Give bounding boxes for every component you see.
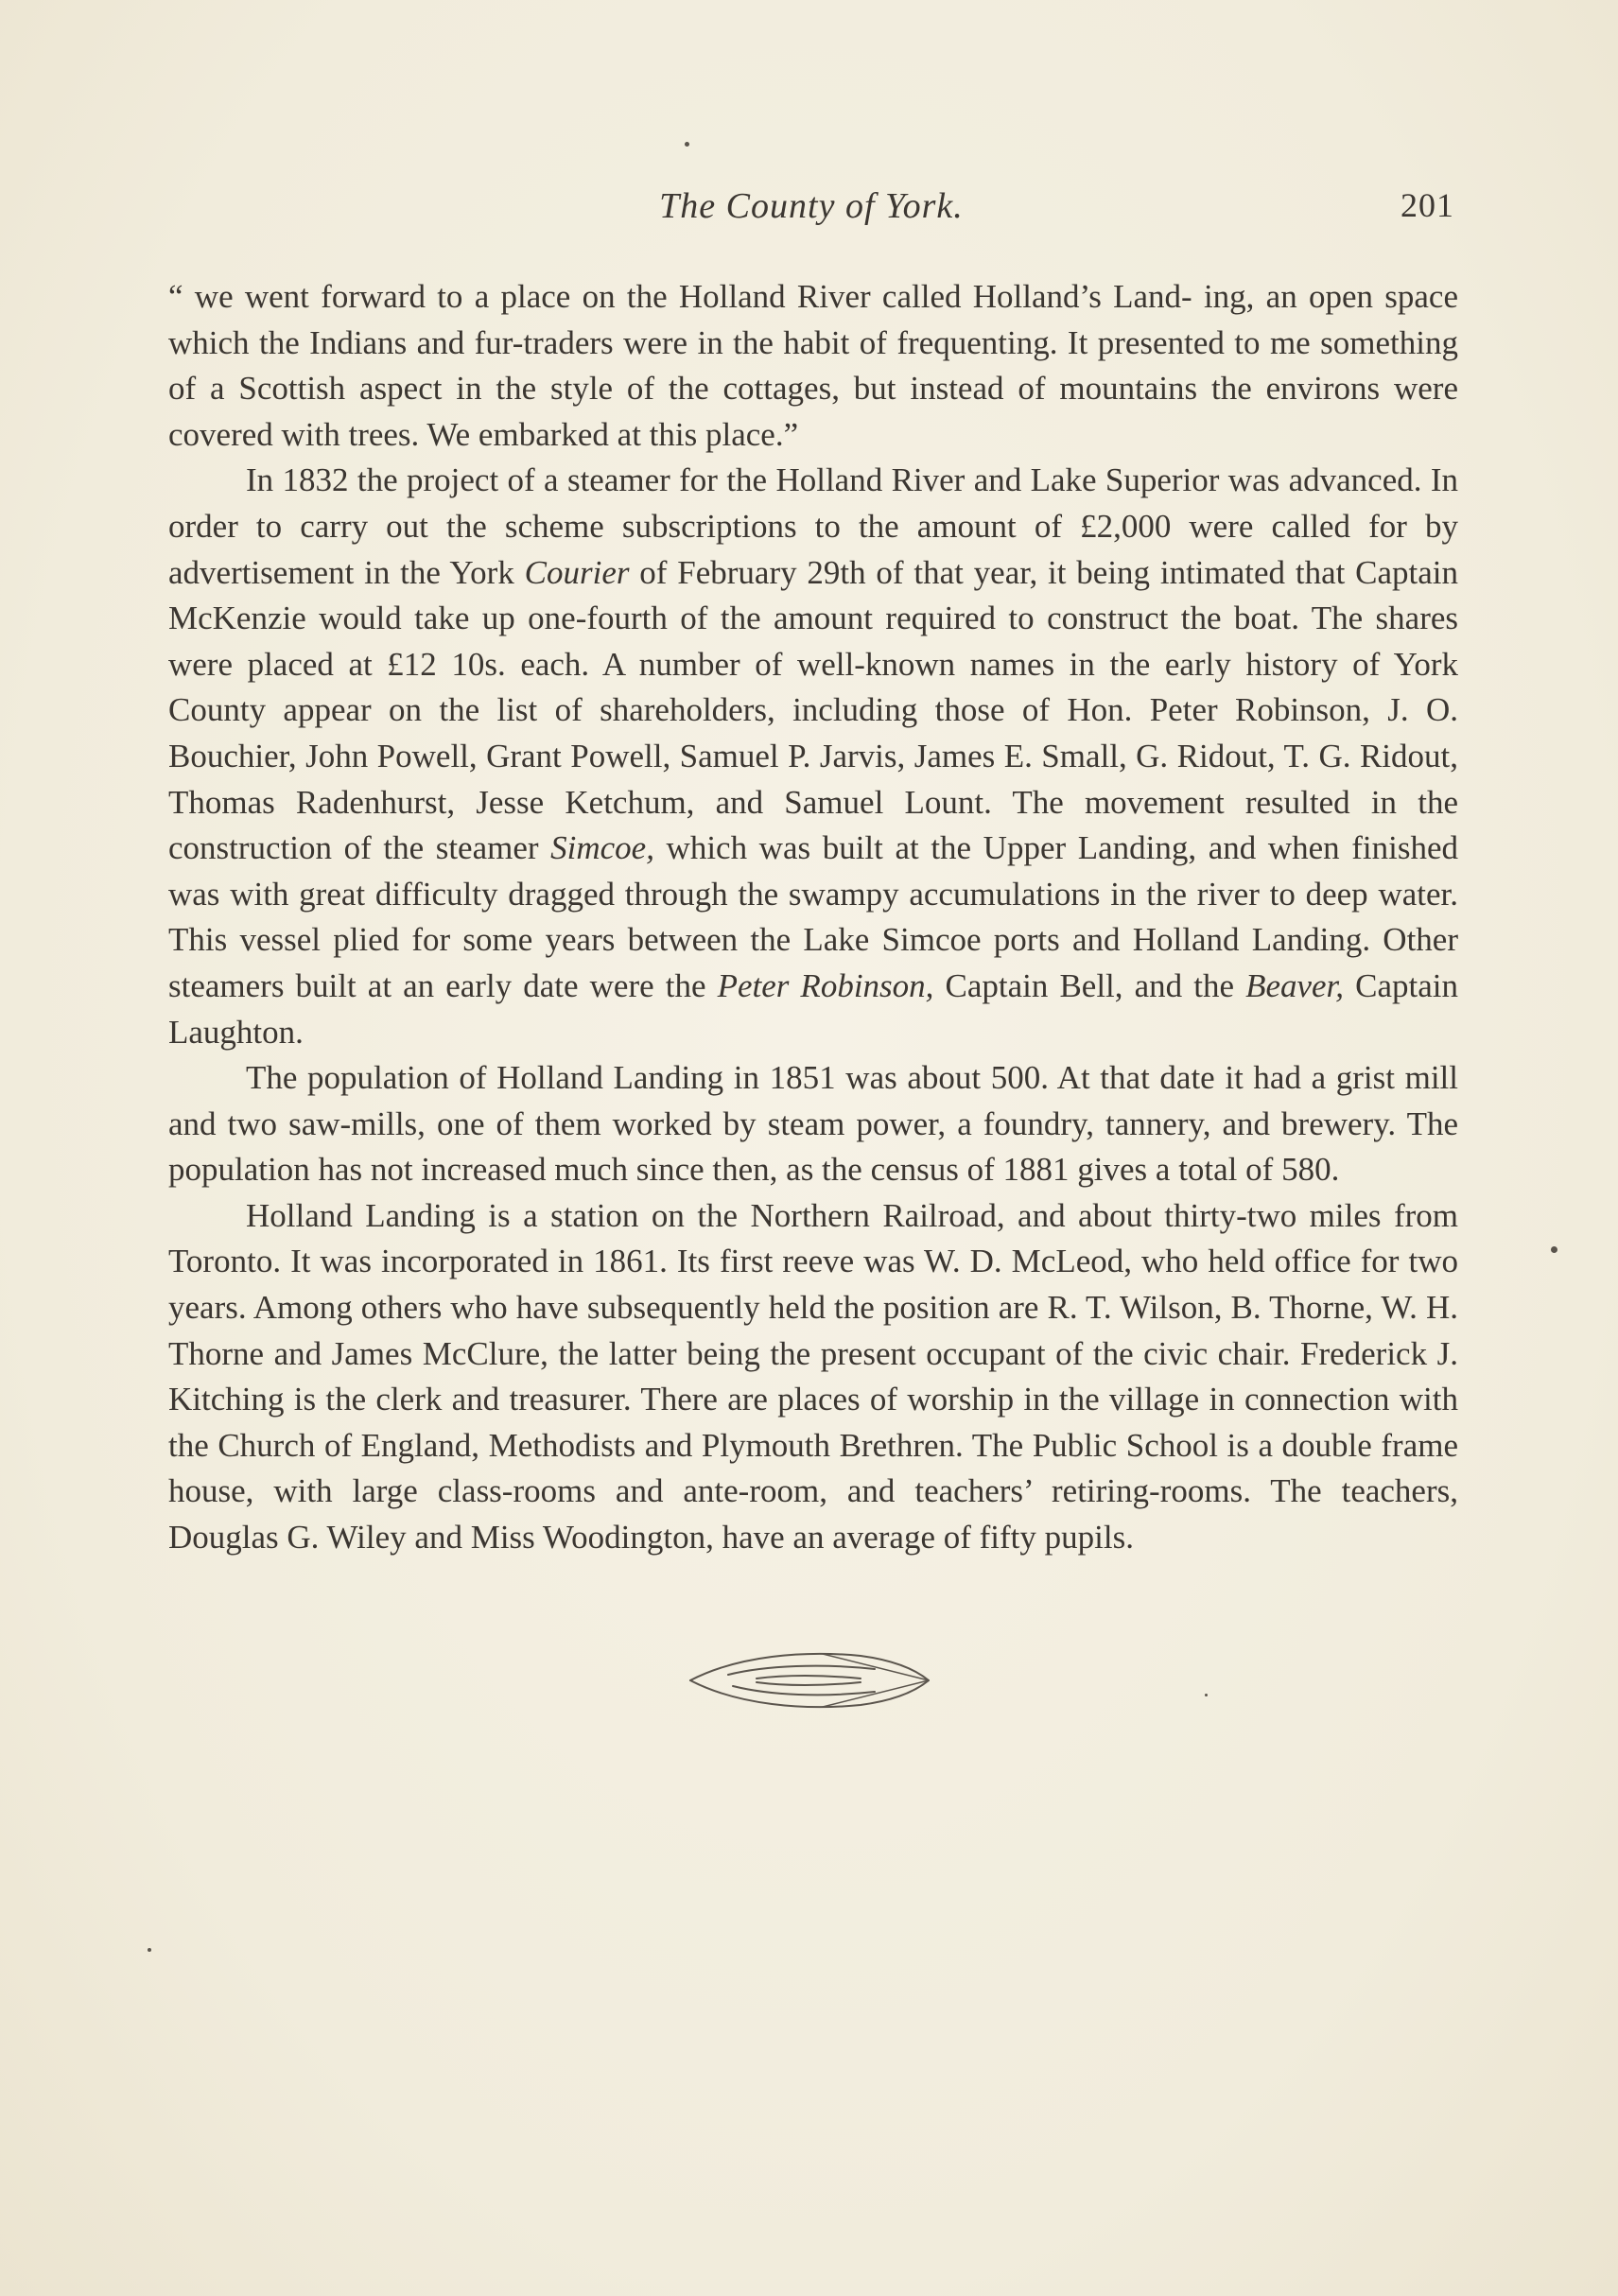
body-text [168, 274, 1458, 1561]
page-header [168, 185, 1454, 242]
page-number: 201 [1401, 186, 1454, 224]
text-segment: In 1832 the project of a steamer for the Holland River and Lake Superior was advanced. In order to carry out the scheme subscriptions to the amount of £2,000 were called for by advertisement in the York [168, 461, 1458, 591]
paragraph-steamer-project [168, 458, 1458, 1055]
paper-speck [148, 1948, 151, 1952]
paper-speck [1551, 1246, 1557, 1253]
ship-name-simcoe: Simcoe, [550, 829, 654, 867]
paragraph-quotation: “ we went forward to a place on the Holland River called Holland’s Land- ing, an open space which the Indians and fur-traders were in the habit of frequenting. It presented to me something of a Scottish aspect in the style of the cottages, but instead of mountains the environs were covered with trees. We embarked at this place.” [168, 278, 1458, 453]
newspaper-title: Courier [524, 553, 630, 591]
text-segment: of February 29th of that year, it being intimated that Captain McKenzie would take up one-fourth of the amount required to construct the boat. The shares were placed at £12 10s. each. A number of well-known names in the early history of York County appear on the list of shareholders, including those of Hon. Peter Robinson, J. O. Bouchier, John Powell, Grant Powell, Samuel P. Jarvis, James E. Small, G. Ridout, T. G. Ridout, Thomas Radenhurst, Jesse Ketchum, and Samuel Lount. The movement resulted in the construction of the steamer [168, 553, 1458, 867]
text-segment: Captain Laughton. [168, 966, 1458, 1051]
ship-name-beaver: Beaver, [1245, 966, 1345, 1004]
paper-speck [1205, 1694, 1208, 1696]
running-title: The County of York. [659, 186, 964, 226]
ship-name-peter-robinson: Peter Robinson, [717, 966, 934, 1004]
tail-piece-ornament-icon [681, 1637, 944, 1722]
paper-speck [685, 142, 689, 147]
text-segment: which was built at the Upper Landing, and when finished was with great difficulty dragged through the swampy accumulations in the river to deep water. This vessel plied for some years between the Lake Simcoe ports and Holland Landing. Other steamers built at an early date were the [168, 829, 1458, 1004]
paragraph-village-details: Holland Landing is a station on the Northern Railroad, and about thirty-two miles from Toronto. It was incorporated in 1861. Its first reeve was W. D. McLeod, who held office for two years. Among others who have subsequently held the position are R. T. Wilson, B. Thorne, W. H. Thorne and James McClure, the latter being the present occupant of the civic chair. Frederick J. Kitching is the clerk and treasurer. There are places of worship in the village in connection with the Church of England, Methodists and Plymouth Brethren. The Public School is a double frame house, with large class-rooms and ante-room, and teachers’ retiring-rooms. The teachers, Douglas G. Wiley and Miss Woodington, have an average of fifty pupils. [168, 1196, 1458, 1557]
paragraph-population: The population of Holland Landing in 1851 was about 500. At that date it had a grist mill and two saw-mills, one of them worked by steam power, a foundry, tannery, and brewery. The population has not increased much since then, as the census of 1881 gives a total of 580. [168, 1059, 1458, 1189]
text-segment: Captain Bell, and the [933, 966, 1246, 1004]
